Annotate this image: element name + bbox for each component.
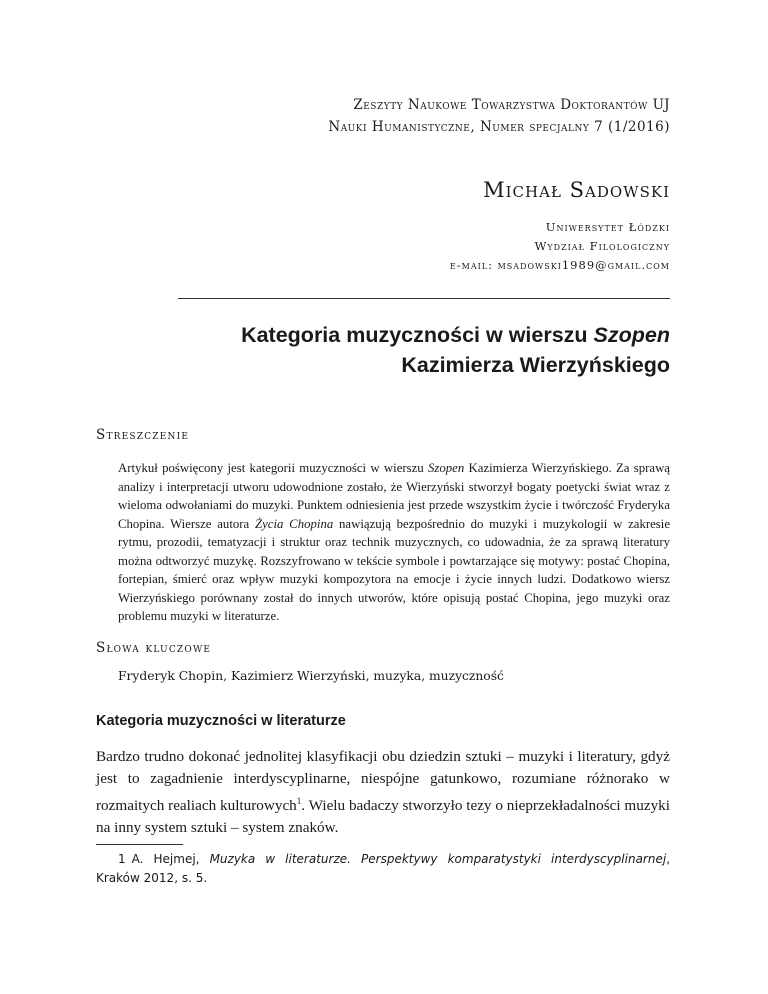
body-p1: Bardzo trudno dokonać jednolitej klasyfikacji obu dziedzin sztuki – muzyki i literatury, gdyż jest to zagadnienie interdyscyplinarne, niespójne gatunkowo, rozumiane różnorako w rozmaitych realiach kulturowych bbox=[96, 748, 670, 815]
keywords-text: Fryderyk Chopin, Kazimierz Wierzyński, muzyka, muzyczność bbox=[118, 669, 504, 683]
footnote-number: 1 bbox=[118, 852, 126, 866]
author-email: e-mail: msadowski1989@gmail.com bbox=[449, 258, 670, 272]
author-name: Michał Sadowski bbox=[483, 178, 670, 202]
article-title bbox=[241, 320, 670, 380]
title-italic: Szopen bbox=[593, 323, 670, 347]
abstract-italic-2: Życia Chopina bbox=[254, 516, 334, 531]
header-divider bbox=[178, 298, 670, 299]
author-university: Uniwersytet Łódzki bbox=[545, 220, 670, 234]
keywords-heading: Słowa kluczowe bbox=[96, 640, 212, 656]
abstract-heading: Streszczenie bbox=[96, 427, 190, 443]
section-heading: Kategoria muzyczności w literaturze bbox=[96, 713, 346, 729]
abstract-text bbox=[118, 459, 670, 626]
footnote-title: Muzyka w literaturze. Perspektywy komparatystyki interdyscyplinarnej bbox=[209, 852, 667, 866]
footnote bbox=[96, 850, 670, 887]
abstract-s3: nawiązują bezpośrednio do muzyki i muzykologii w zakresie rytmu, prozodii, tematyzacji i struktur oraz technik muzycznych, co udowadnia, że za sprawą literatury można odtworzyć muzykę. Rozszyfrowano w tekście symbole i powtarzające się motywy: postać Chopina, fortepian, śmierć oraz wpływ muzyki kompozytora na emocje i życie innych ludzi. Dodatkowo wiersz Wierzyńskiego porównany został do innych utworów, które opisują postać Chopina, jego muzyki oraz problemu muzyki w literaturze. bbox=[118, 516, 670, 623]
body-p2: . Wielu badaczy stworzyło tezy o nieprzekładalności muzyki na inny system sztuki – system znaków. bbox=[96, 797, 670, 837]
title-line-2: Kazimierza Wierzyńskiego bbox=[401, 353, 670, 377]
abstract-s2: Kazimierza Wierzyńskiego. Za sprawą analizy i interpretacji utworu udowodnione zostało, że Wierzyński stworzył bogaty poetycki świat wraz z wieloma odwołaniami do muzyki. Punktem odniesienia jest przede wszystkim życie i twórczość Fryderyka Chopina. Wiersze autora bbox=[118, 461, 670, 531]
author-block bbox=[450, 178, 670, 275]
abstract-italic-1: Szopen bbox=[427, 461, 465, 475]
author-faculty: Wydział Filologiczny bbox=[534, 239, 670, 253]
journal-issue: Nauki Humanistyczne, Numer specjalny 7 (1/2016) bbox=[328, 119, 670, 135]
title-text: Kategoria muzyczności w wierszu bbox=[241, 323, 594, 347]
body-paragraph bbox=[96, 746, 670, 839]
title-line-1 bbox=[241, 320, 670, 350]
abstract-s1: Artykuł poświęcony jest kategorii muzyczności w wierszu bbox=[118, 461, 428, 475]
footnote-divider bbox=[96, 844, 183, 845]
footnote-ref[interactable]: 1 bbox=[296, 796, 302, 806]
footnote-author: A. Hejmej, bbox=[131, 852, 210, 866]
journal-header bbox=[328, 94, 670, 138]
footnote-rest: , Kraków 2012, s. 5. bbox=[96, 852, 671, 885]
journal-name: Zeszyty Naukowe Towarzystwa Doktorantów UJ bbox=[353, 97, 670, 113]
